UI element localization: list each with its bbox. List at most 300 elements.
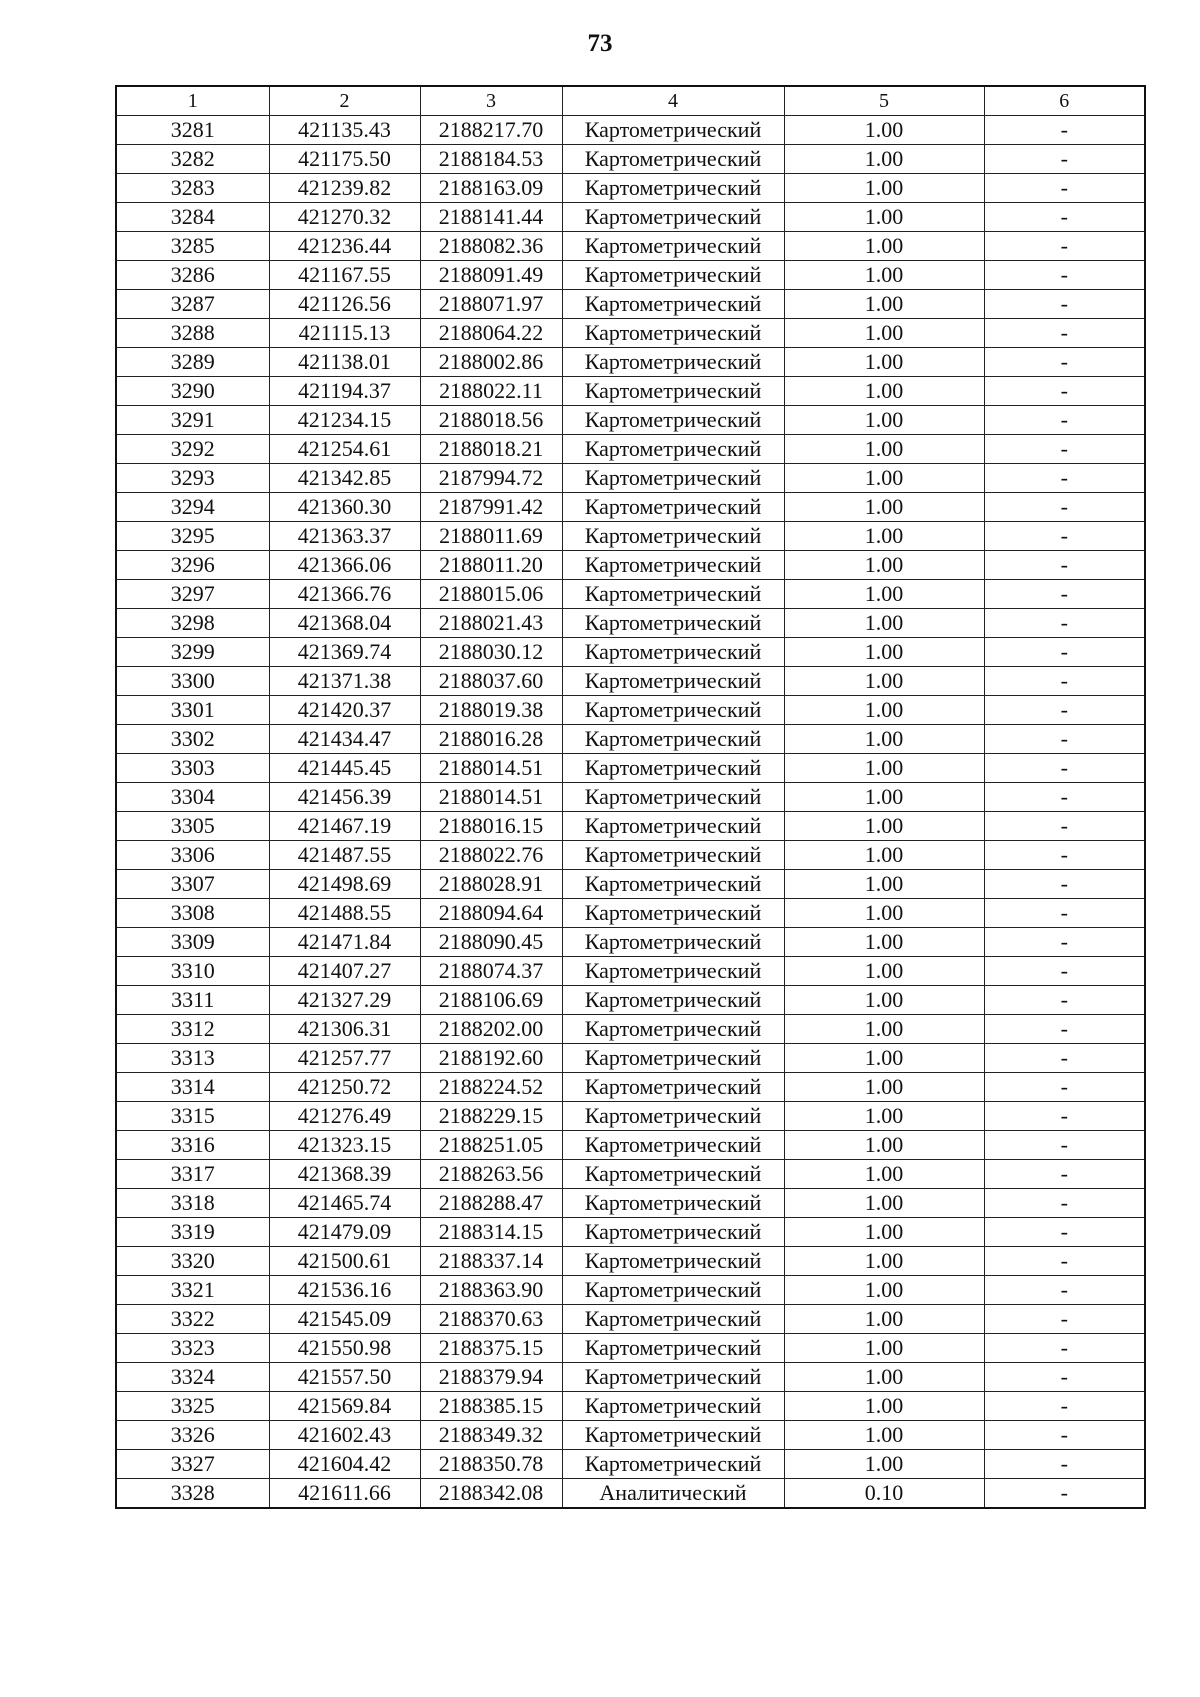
note-cell: - xyxy=(984,145,1145,174)
y-coordinate-cell: 2188163.09 xyxy=(420,174,562,203)
y-coordinate-cell: 2188224.52 xyxy=(420,1073,562,1102)
table-row xyxy=(116,232,1145,261)
table-row xyxy=(116,493,1145,522)
note-cell: - xyxy=(984,203,1145,232)
point-number-cell: 3283 xyxy=(116,174,269,203)
x-coordinate-cell: 421369.74 xyxy=(269,638,420,667)
method-cell: Картометрический xyxy=(562,1247,784,1276)
method-cell: Картометрический xyxy=(562,116,784,145)
table-row xyxy=(116,1247,1145,1276)
x-coordinate-cell: 421342.85 xyxy=(269,464,420,493)
y-coordinate-cell: 2188094.64 xyxy=(420,899,562,928)
accuracy-cell: 1.00 xyxy=(784,1363,984,1392)
y-coordinate-cell: 2188379.94 xyxy=(420,1363,562,1392)
note-cell: - xyxy=(984,261,1145,290)
method-cell: Картометрический xyxy=(562,870,784,899)
point-number-cell: 3290 xyxy=(116,377,269,406)
method-cell: Картометрический xyxy=(562,1015,784,1044)
x-coordinate-cell: 421604.42 xyxy=(269,1450,420,1479)
point-number-cell: 3281 xyxy=(116,116,269,145)
x-coordinate-cell: 421126.56 xyxy=(269,290,420,319)
x-coordinate-cell: 421366.76 xyxy=(269,580,420,609)
x-coordinate-cell: 421368.04 xyxy=(269,609,420,638)
point-number-cell: 3287 xyxy=(116,290,269,319)
note-cell: - xyxy=(984,464,1145,493)
method-cell: Картометрический xyxy=(562,696,784,725)
y-coordinate-cell: 2188141.44 xyxy=(420,203,562,232)
point-number-cell: 3284 xyxy=(116,203,269,232)
y-coordinate-cell: 2188263.56 xyxy=(420,1160,562,1189)
method-cell: Картометрический xyxy=(562,232,784,261)
point-number-cell: 3308 xyxy=(116,899,269,928)
table-row xyxy=(116,1334,1145,1363)
note-cell: - xyxy=(984,870,1145,899)
y-coordinate-cell: 2188091.49 xyxy=(420,261,562,290)
point-number-cell: 3299 xyxy=(116,638,269,667)
accuracy-cell: 1.00 xyxy=(784,319,984,348)
x-coordinate-cell: 421194.37 xyxy=(269,377,420,406)
table-row xyxy=(116,203,1145,232)
method-cell: Картометрический xyxy=(562,1450,784,1479)
accuracy-cell: 1.00 xyxy=(784,1073,984,1102)
accuracy-cell: 1.00 xyxy=(784,1334,984,1363)
x-coordinate-cell: 421323.15 xyxy=(269,1131,420,1160)
method-cell: Картометрический xyxy=(562,493,784,522)
table-row xyxy=(116,783,1145,812)
accuracy-cell: 1.00 xyxy=(784,1160,984,1189)
column-header-1: 1 xyxy=(116,86,269,116)
point-number-cell: 3311 xyxy=(116,986,269,1015)
y-coordinate-cell: 2188375.15 xyxy=(420,1334,562,1363)
method-cell: Картометрический xyxy=(562,319,784,348)
y-coordinate-cell: 2188064.22 xyxy=(420,319,562,348)
x-coordinate-cell: 421420.37 xyxy=(269,696,420,725)
x-coordinate-cell: 421488.55 xyxy=(269,899,420,928)
x-coordinate-cell: 421254.61 xyxy=(269,435,420,464)
point-number-cell: 3326 xyxy=(116,1421,269,1450)
method-cell: Картометрический xyxy=(562,1305,784,1334)
note-cell: - xyxy=(984,1073,1145,1102)
method-cell: Картометрический xyxy=(562,1160,784,1189)
table-row xyxy=(116,1479,1145,1509)
x-coordinate-cell: 421327.29 xyxy=(269,986,420,1015)
method-cell: Картометрический xyxy=(562,725,784,754)
table-header xyxy=(116,86,1145,116)
accuracy-cell: 1.00 xyxy=(784,1189,984,1218)
point-number-cell: 3306 xyxy=(116,841,269,870)
y-coordinate-cell: 2188385.15 xyxy=(420,1392,562,1421)
accuracy-cell: 1.00 xyxy=(784,377,984,406)
x-coordinate-cell: 421479.09 xyxy=(269,1218,420,1247)
note-cell: - xyxy=(984,986,1145,1015)
method-cell: Аналитический xyxy=(562,1479,784,1509)
y-coordinate-cell: 2188314.15 xyxy=(420,1218,562,1247)
table-row xyxy=(116,1073,1145,1102)
point-number-cell: 3304 xyxy=(116,783,269,812)
y-coordinate-cell: 2188011.69 xyxy=(420,522,562,551)
note-cell: - xyxy=(984,754,1145,783)
method-cell: Картометрический xyxy=(562,261,784,290)
y-coordinate-cell: 2187994.72 xyxy=(420,464,562,493)
accuracy-cell: 1.00 xyxy=(784,1392,984,1421)
x-coordinate-cell: 421467.19 xyxy=(269,812,420,841)
table-row xyxy=(116,1102,1145,1131)
accuracy-cell: 1.00 xyxy=(784,841,984,870)
accuracy-cell: 1.00 xyxy=(784,464,984,493)
note-cell: - xyxy=(984,377,1145,406)
method-cell: Картометрический xyxy=(562,754,784,783)
accuracy-cell: 1.00 xyxy=(784,261,984,290)
column-header-2: 2 xyxy=(269,86,420,116)
table-row xyxy=(116,841,1145,870)
y-coordinate-cell: 2188015.06 xyxy=(420,580,562,609)
method-cell: Картометрический xyxy=(562,290,784,319)
y-coordinate-cell: 2188106.69 xyxy=(420,986,562,1015)
note-cell: - xyxy=(984,812,1145,841)
x-coordinate-cell: 421366.06 xyxy=(269,551,420,580)
x-coordinate-cell: 421498.69 xyxy=(269,870,420,899)
table-row xyxy=(116,638,1145,667)
note-cell: - xyxy=(984,551,1145,580)
point-number-cell: 3291 xyxy=(116,406,269,435)
y-coordinate-cell: 2188229.15 xyxy=(420,1102,562,1131)
method-cell: Картометрический xyxy=(562,1392,784,1421)
y-coordinate-cell: 2188337.14 xyxy=(420,1247,562,1276)
method-cell: Картометрический xyxy=(562,1421,784,1450)
point-number-cell: 3301 xyxy=(116,696,269,725)
method-cell: Картометрический xyxy=(562,609,784,638)
x-coordinate-cell: 421306.31 xyxy=(269,1015,420,1044)
note-cell: - xyxy=(984,1450,1145,1479)
x-coordinate-cell: 421471.84 xyxy=(269,928,420,957)
note-cell: - xyxy=(984,638,1145,667)
method-cell: Картометрический xyxy=(562,1363,784,1392)
note-cell: - xyxy=(984,435,1145,464)
method-cell: Картометрический xyxy=(562,580,784,609)
method-cell: Картометрический xyxy=(562,667,784,696)
point-number-cell: 3324 xyxy=(116,1363,269,1392)
accuracy-cell: 1.00 xyxy=(784,290,984,319)
point-number-cell: 3293 xyxy=(116,464,269,493)
point-number-cell: 3305 xyxy=(116,812,269,841)
point-number-cell: 3325 xyxy=(116,1392,269,1421)
table-row xyxy=(116,319,1145,348)
table-row xyxy=(116,377,1145,406)
x-coordinate-cell: 421371.38 xyxy=(269,667,420,696)
table-row xyxy=(116,174,1145,203)
table-row xyxy=(116,406,1145,435)
note-cell: - xyxy=(984,783,1145,812)
y-coordinate-cell: 2188018.21 xyxy=(420,435,562,464)
y-coordinate-cell: 2188288.47 xyxy=(420,1189,562,1218)
accuracy-cell: 1.00 xyxy=(784,638,984,667)
x-coordinate-cell: 421115.13 xyxy=(269,319,420,348)
y-coordinate-cell: 2188018.56 xyxy=(420,406,562,435)
point-number-cell: 3282 xyxy=(116,145,269,174)
note-cell: - xyxy=(984,174,1145,203)
method-cell: Картометрический xyxy=(562,522,784,551)
point-number-cell: 3312 xyxy=(116,1015,269,1044)
accuracy-cell: 1.00 xyxy=(784,348,984,377)
x-coordinate-cell: 421456.39 xyxy=(269,783,420,812)
x-coordinate-cell: 421257.77 xyxy=(269,1044,420,1073)
point-number-cell: 3327 xyxy=(116,1450,269,1479)
x-coordinate-cell: 421270.32 xyxy=(269,203,420,232)
method-cell: Картометрический xyxy=(562,348,784,377)
y-coordinate-cell: 2188217.70 xyxy=(420,116,562,145)
method-cell: Картометрический xyxy=(562,986,784,1015)
table-row xyxy=(116,696,1145,725)
point-number-cell: 3319 xyxy=(116,1218,269,1247)
note-cell: - xyxy=(984,841,1145,870)
x-coordinate-cell: 421239.82 xyxy=(269,174,420,203)
x-coordinate-cell: 421445.45 xyxy=(269,754,420,783)
point-number-cell: 3323 xyxy=(116,1334,269,1363)
note-cell: - xyxy=(984,1421,1145,1450)
accuracy-cell: 1.00 xyxy=(784,551,984,580)
y-coordinate-cell: 2188011.20 xyxy=(420,551,562,580)
table-row xyxy=(116,986,1145,1015)
method-cell: Картометрический xyxy=(562,406,784,435)
point-number-cell: 3298 xyxy=(116,609,269,638)
table-row xyxy=(116,1276,1145,1305)
coordinates-table xyxy=(115,85,1146,1509)
table-row xyxy=(116,116,1145,145)
y-coordinate-cell: 2188019.38 xyxy=(420,696,562,725)
y-coordinate-cell: 2188074.37 xyxy=(420,957,562,986)
table-row xyxy=(116,580,1145,609)
table-row xyxy=(116,928,1145,957)
note-cell: - xyxy=(984,1363,1145,1392)
accuracy-cell: 1.00 xyxy=(784,1218,984,1247)
y-coordinate-cell: 2188030.12 xyxy=(420,638,562,667)
point-number-cell: 3307 xyxy=(116,870,269,899)
note-cell: - xyxy=(984,696,1145,725)
note-cell: - xyxy=(984,522,1145,551)
accuracy-cell: 1.00 xyxy=(784,1044,984,1073)
y-coordinate-cell: 2188028.91 xyxy=(420,870,562,899)
table-row xyxy=(116,551,1145,580)
point-number-cell: 3302 xyxy=(116,725,269,754)
x-coordinate-cell: 421234.15 xyxy=(269,406,420,435)
y-coordinate-cell: 2188014.51 xyxy=(420,754,562,783)
method-cell: Картометрический xyxy=(562,899,784,928)
table-body xyxy=(116,116,1145,1509)
note-cell: - xyxy=(984,406,1145,435)
point-number-cell: 3297 xyxy=(116,580,269,609)
table-row xyxy=(116,1363,1145,1392)
point-number-cell: 3310 xyxy=(116,957,269,986)
method-cell: Картометрический xyxy=(562,1131,784,1160)
accuracy-cell: 1.00 xyxy=(784,986,984,1015)
table-row xyxy=(116,1015,1145,1044)
accuracy-cell: 1.00 xyxy=(784,435,984,464)
x-coordinate-cell: 421363.37 xyxy=(269,522,420,551)
y-coordinate-cell: 2188090.45 xyxy=(420,928,562,957)
accuracy-cell: 1.00 xyxy=(784,696,984,725)
x-coordinate-cell: 421465.74 xyxy=(269,1189,420,1218)
column-header-4: 4 xyxy=(562,86,784,116)
point-number-cell: 3296 xyxy=(116,551,269,580)
accuracy-cell: 1.00 xyxy=(784,145,984,174)
y-coordinate-cell: 2188202.00 xyxy=(420,1015,562,1044)
x-coordinate-cell: 421276.49 xyxy=(269,1102,420,1131)
point-number-cell: 3322 xyxy=(116,1305,269,1334)
x-coordinate-cell: 421500.61 xyxy=(269,1247,420,1276)
y-coordinate-cell: 2188021.43 xyxy=(420,609,562,638)
method-cell: Картометрический xyxy=(562,1276,784,1305)
note-cell: - xyxy=(984,580,1145,609)
x-coordinate-cell: 421360.30 xyxy=(269,493,420,522)
x-coordinate-cell: 421602.43 xyxy=(269,1421,420,1450)
table-row xyxy=(116,1450,1145,1479)
accuracy-cell: 1.00 xyxy=(784,609,984,638)
method-cell: Картометрический xyxy=(562,435,784,464)
accuracy-cell: 0.10 xyxy=(784,1479,984,1509)
page-number: 73 xyxy=(587,30,613,57)
y-coordinate-cell: 2188022.11 xyxy=(420,377,562,406)
x-coordinate-cell: 421368.39 xyxy=(269,1160,420,1189)
y-coordinate-cell: 2188251.05 xyxy=(420,1131,562,1160)
table-row xyxy=(116,1131,1145,1160)
note-cell: - xyxy=(984,1334,1145,1363)
note-cell: - xyxy=(984,319,1145,348)
x-coordinate-cell: 421611.66 xyxy=(269,1479,420,1509)
method-cell: Картометрический xyxy=(562,1189,784,1218)
point-number-cell: 3317 xyxy=(116,1160,269,1189)
point-number-cell: 3303 xyxy=(116,754,269,783)
note-cell: - xyxy=(984,609,1145,638)
accuracy-cell: 1.00 xyxy=(784,1305,984,1334)
method-cell: Картометрический xyxy=(562,1073,784,1102)
method-cell: Картометрический xyxy=(562,464,784,493)
table-row xyxy=(116,957,1145,986)
table-row xyxy=(116,145,1145,174)
accuracy-cell: 1.00 xyxy=(784,754,984,783)
accuracy-cell: 1.00 xyxy=(784,1421,984,1450)
accuracy-cell: 1.00 xyxy=(784,725,984,754)
x-coordinate-cell: 421135.43 xyxy=(269,116,420,145)
note-cell: - xyxy=(984,667,1145,696)
accuracy-cell: 1.00 xyxy=(784,174,984,203)
note-cell: - xyxy=(984,1479,1145,1509)
x-coordinate-cell: 421138.01 xyxy=(269,348,420,377)
x-coordinate-cell: 421250.72 xyxy=(269,1073,420,1102)
accuracy-cell: 1.00 xyxy=(784,1450,984,1479)
accuracy-cell: 1.00 xyxy=(784,522,984,551)
note-cell: - xyxy=(984,116,1145,145)
column-header-6: 6 xyxy=(984,86,1145,116)
table-row xyxy=(116,609,1145,638)
column-header-3: 3 xyxy=(420,86,562,116)
table-row xyxy=(116,435,1145,464)
x-coordinate-cell: 421434.47 xyxy=(269,725,420,754)
table-row xyxy=(116,899,1145,928)
accuracy-cell: 1.00 xyxy=(784,957,984,986)
y-coordinate-cell: 2188363.90 xyxy=(420,1276,562,1305)
note-cell: - xyxy=(984,1160,1145,1189)
point-number-cell: 3309 xyxy=(116,928,269,957)
method-cell: Картометрический xyxy=(562,377,784,406)
note-cell: - xyxy=(984,928,1145,957)
table-row xyxy=(116,667,1145,696)
x-coordinate-cell: 421487.55 xyxy=(269,841,420,870)
y-coordinate-cell: 2188016.28 xyxy=(420,725,562,754)
x-coordinate-cell: 421407.27 xyxy=(269,957,420,986)
point-number-cell: 3316 xyxy=(116,1131,269,1160)
x-coordinate-cell: 421545.09 xyxy=(269,1305,420,1334)
method-cell: Картометрический xyxy=(562,203,784,232)
y-coordinate-cell: 2188071.97 xyxy=(420,290,562,319)
method-cell: Картометрический xyxy=(562,174,784,203)
point-number-cell: 3314 xyxy=(116,1073,269,1102)
point-number-cell: 3292 xyxy=(116,435,269,464)
y-coordinate-cell: 2188184.53 xyxy=(420,145,562,174)
y-coordinate-cell: 2188037.60 xyxy=(420,667,562,696)
accuracy-cell: 1.00 xyxy=(784,899,984,928)
method-cell: Картометрический xyxy=(562,551,784,580)
point-number-cell: 3320 xyxy=(116,1247,269,1276)
note-cell: - xyxy=(984,1247,1145,1276)
y-coordinate-cell: 2188022.76 xyxy=(420,841,562,870)
table-row xyxy=(116,261,1145,290)
y-coordinate-cell: 2188192.60 xyxy=(420,1044,562,1073)
point-number-cell: 3295 xyxy=(116,522,269,551)
table-row xyxy=(116,1044,1145,1073)
y-coordinate-cell: 2188002.86 xyxy=(420,348,562,377)
x-coordinate-cell: 421557.50 xyxy=(269,1363,420,1392)
note-cell: - xyxy=(984,1189,1145,1218)
method-cell: Картометрический xyxy=(562,638,784,667)
note-cell: - xyxy=(984,1392,1145,1421)
x-coordinate-cell: 421167.55 xyxy=(269,261,420,290)
table-row xyxy=(116,1218,1145,1247)
table-row xyxy=(116,812,1145,841)
table-row xyxy=(116,290,1145,319)
y-coordinate-cell: 2187991.42 xyxy=(420,493,562,522)
y-coordinate-cell: 2188350.78 xyxy=(420,1450,562,1479)
table-row xyxy=(116,522,1145,551)
point-number-cell: 3315 xyxy=(116,1102,269,1131)
table-row xyxy=(116,348,1145,377)
note-cell: - xyxy=(984,232,1145,261)
point-number-cell: 3289 xyxy=(116,348,269,377)
accuracy-cell: 1.00 xyxy=(784,812,984,841)
point-number-cell: 3288 xyxy=(116,319,269,348)
accuracy-cell: 1.00 xyxy=(784,1131,984,1160)
accuracy-cell: 1.00 xyxy=(784,580,984,609)
method-cell: Картометрический xyxy=(562,1334,784,1363)
method-cell: Картометрический xyxy=(562,812,784,841)
point-number-cell: 3321 xyxy=(116,1276,269,1305)
table-row xyxy=(116,1392,1145,1421)
accuracy-cell: 1.00 xyxy=(784,232,984,261)
method-cell: Картометрический xyxy=(562,783,784,812)
x-coordinate-cell: 421569.84 xyxy=(269,1392,420,1421)
table-row xyxy=(116,725,1145,754)
x-coordinate-cell: 421550.98 xyxy=(269,1334,420,1363)
point-number-cell: 3328 xyxy=(116,1479,269,1509)
accuracy-cell: 1.00 xyxy=(784,1247,984,1276)
accuracy-cell: 1.00 xyxy=(784,870,984,899)
method-cell: Картометрический xyxy=(562,841,784,870)
accuracy-cell: 1.00 xyxy=(784,1015,984,1044)
table-row xyxy=(116,1189,1145,1218)
method-cell: Картометрический xyxy=(562,145,784,174)
accuracy-cell: 1.00 xyxy=(784,783,984,812)
note-cell: - xyxy=(984,290,1145,319)
accuracy-cell: 1.00 xyxy=(784,116,984,145)
